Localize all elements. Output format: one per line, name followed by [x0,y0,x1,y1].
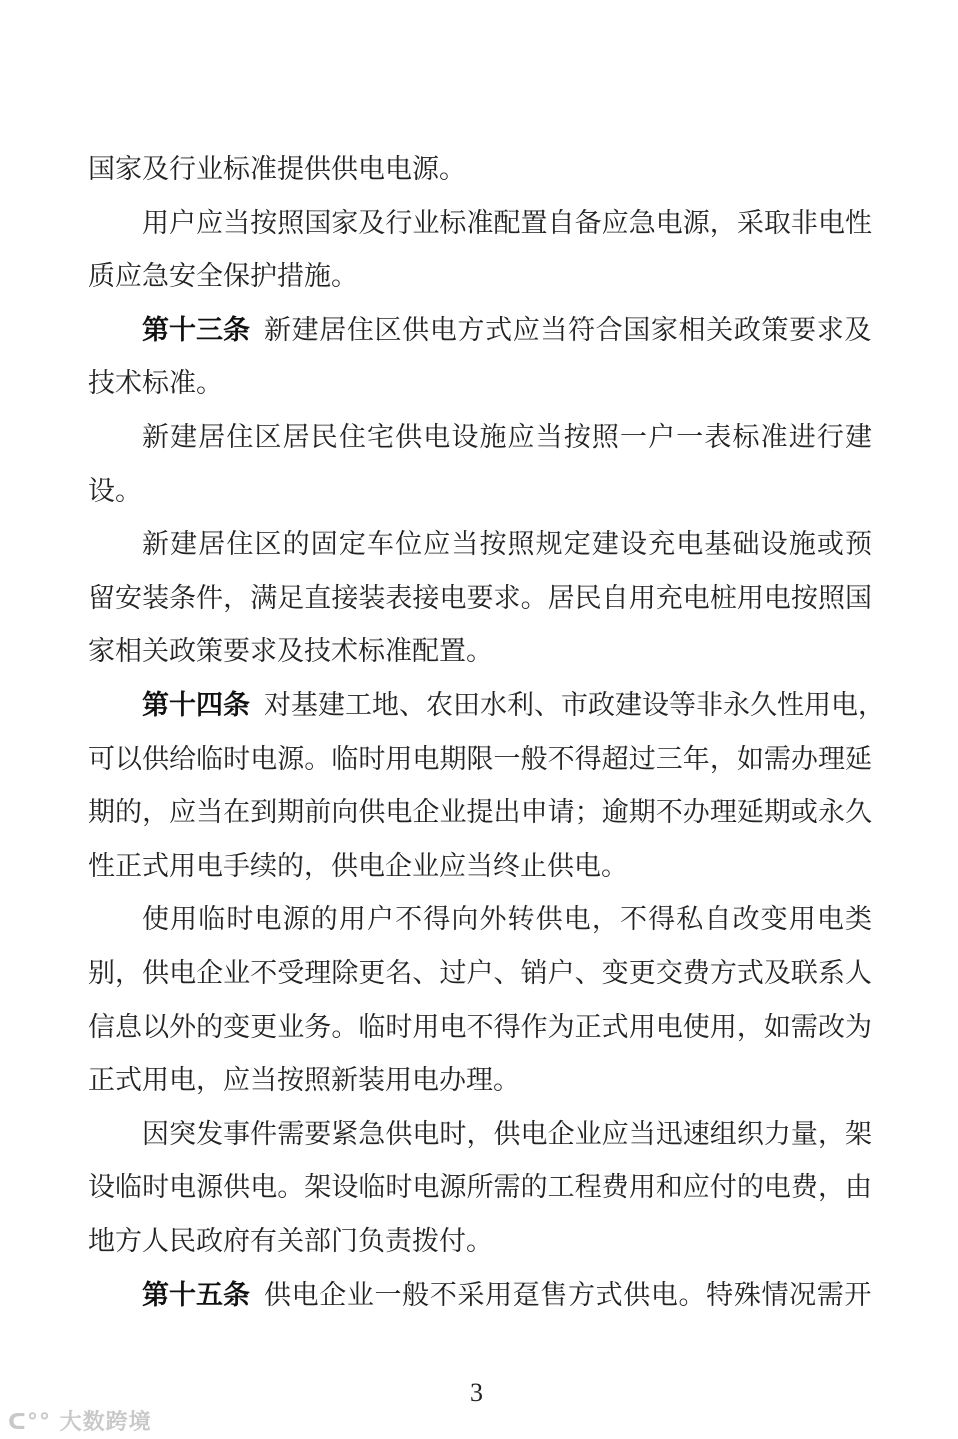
text-line [88,1168,872,1208]
text-line [142,204,872,244]
article-heading: 第十四条 [142,690,250,721]
text-line [142,525,872,565]
line-text: 使用临时电源的用户不得向外转供电，不得私自改变用电类 [142,904,872,936]
text-line [88,632,872,672]
line-text: 因突发事件需要紧急供电时，供电企业应当迅速组织力量，架 [142,1118,872,1150]
line-text: 国家及行业标准提供供电电源。 [88,154,466,185]
page-number: 3 [470,1378,483,1407]
line-text: 性正式用电手续的，供电企业应当终止供电。 [88,850,628,882]
text-line [88,472,872,512]
line-text: 别，供电企业不受理除更名、过户、销户、变更交费方式及联系人 [88,958,872,989]
line-text: 新建居住区供电方式应当符合国家相关政策要求及 [264,314,872,346]
line-text: 设。 [88,475,142,507]
line-text: 设临时电源供电。架设临时电源所需的工程费用和应付的电费，由 [88,1172,872,1204]
line-text: 可以供给临时电源。临时用电期限一般不得超过三年，如需办理延 [88,743,872,775]
text-line [88,793,872,833]
line-text: 留安装条件，满足直接装表接电要求。居民自用充电桩用电按照国 [88,582,872,614]
text-line [88,150,872,190]
line-text: 质应急安全保护措施。 [88,261,358,293]
text-line [88,954,872,994]
text-line [88,257,872,297]
text-line [142,311,872,351]
watermark: ᑕ°° 大数跨境 [8,1410,152,1435]
line-text: 家相关政策要求及技术标准配置。 [88,636,493,668]
text-line [142,1115,872,1155]
line-text: 供电企业一般不采用趸售方式供电。特殊情况需开 [264,1279,872,1311]
text-line [88,1222,872,1262]
line-text: 信息以外的变更业务。临时用电不得作为正式用电使用，如需改为 [88,1011,872,1043]
article-heading: 第十五条 [142,1279,250,1311]
text-line [88,579,872,619]
text-line [142,418,872,458]
line-text: 地方人民政府有关部门负责拨付。 [88,1226,493,1257]
line-text: 新建居住区的固定车位应当按照规定建设充电基础设施或预 [142,529,872,561]
text-line [88,1008,872,1048]
watermark-text: 大数跨境 [59,1410,152,1435]
line-text: 用户应当按照国家及行业标准配置自备应急电源，采取非电性 [142,207,872,239]
text-line [88,364,872,404]
text-line [88,847,872,887]
line-text: 对基建工地、农田水利、市政建设等非永久性用电， [264,690,885,721]
line-text: 正式用电，应当按照新装用电办理。 [88,1065,520,1097]
text-line [88,740,872,780]
line-text: 技术标准。 [88,368,223,400]
text-line [88,1061,872,1101]
line-text: 新建居住区居民住宅供电设施应当按照一户一表标准进行建 [142,422,872,453]
line-text: 期的，应当在到期前向供电企业提出申请；逾期不办理延期或永久 [88,797,872,829]
text-line [142,900,872,940]
article-heading: 第十三条 [142,314,250,346]
text-line [142,686,885,726]
text-line [142,1276,872,1316]
